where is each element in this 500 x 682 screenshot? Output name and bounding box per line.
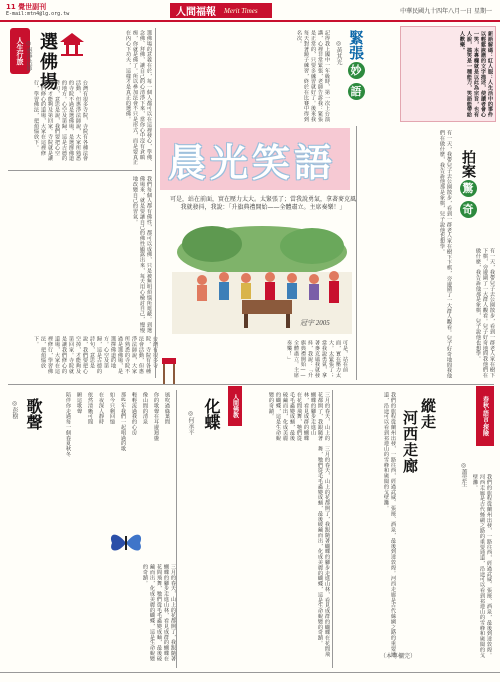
song-verse: 在夜深人靜時 [98,392,104,425]
song-verse: 風吹過綠葉間 [164,392,170,425]
section-label: 11 覺世副刊 [6,3,47,11]
column-rule [155,28,156,378]
walk-body-a: 我們的旅程從蘭州出發，一路往西，經過武威、張掖、酒泉，最後到達敦煌。河西走廊是古代絲綢之路的重要通道，沿途可以看到祁連山的雪峰和廣闊的戈壁灘。 [383,392,396,657]
song-verse: 如今只剩回憶 [109,392,115,425]
left-article-tag: 人生行旅 [10,28,30,74]
left-article-title: 選佛場 [37,32,58,92]
new-words-box [400,26,496,122]
song-verse: 願這歌聲 [76,392,82,414]
left-article-body-c: 院，寺院有各種法會活動，但惠淨法師說，大家所熟悉的寺院不過是選佛場，是選擇佛道的地方。心空及第歸，這是古德的詩句，意思是說，我們要把心空掉，才能夠及第回家。寺院就是讓我們修心的道場，大家在這裡修行，學習佛法，把煩惱放下。 [33,336,151,374]
butterfly-icon [108,530,144,556]
case-circle-2: 奇 [460,201,477,218]
song-verse: 依然清晰可聞 [87,392,93,425]
story-circle-2: 語 [348,83,365,100]
left-article-body-a: 選佛場的意義在於，每一個人都可以在這裡發心，學佛、念佛、拜佛，讓自己的心清淨下來，當你心中沒有貪瞋痴，你就是佛了。所以參加法會不只是形式，而是要真正在內心下功夫，這樣才是真正的選佛。 [125,30,152,165]
left-article-author: ◎惠淨法師 [25,40,32,71]
song-verse: 陪伴你走過每一個春夏秋冬 [65,392,71,457]
song-title: 歌聲 [24,398,43,430]
new-words-body: 新語解碼：紅人服：人生活中的事件以輕鬆詼諧的文字描述，使讀者會心一笑，本專欄就是以此為宗旨，也有人說，搞笑是一種能力，笑語能帶給人歡樂。 [459,31,493,118]
case-title [458,150,478,220]
newspaper-logo [170,3,272,18]
story-circle-1: 妙 [348,62,365,79]
section-divider [8,384,494,385]
song-verses [50,392,170,522]
butterfly-body: 三月的春天，山上的花都開了，我跟隨著蝴蝶的腳步走進山林，看見成群的蝴蝶在花間飛舞，牠們從毛毛蟲變成蛹，最後破繭而出，化成美麗的蝴蝶，這是生命蛻變的奇蹟。 [317,446,330,657]
walk-tag: 春秋‧語言‧探險 [476,386,494,446]
butterfly-tag: 人間佛教 [228,386,242,426]
case-circle-1: 驚 [460,180,477,197]
issue-date: 中華民國九十四年八月一日 星期一 [400,8,492,15]
story-author: ◎黃其光 [335,40,342,65]
masthead [0,0,500,22]
butterfly-title: 化蝶 [202,398,221,430]
song-verse: 你的歌聲在耳邊迴盪 [153,392,159,441]
case-body: 有一天，我帶兒子去公園散步，看到一群老人家在樹下下棋，旁邊圍了一大群人觀看。兒子好奇地問我他們在做什麼，我告訴他那是象棋，兒子說他也想學。 [439,130,452,379]
walk-footer-tag: （本專欄完） [380,653,417,660]
banner-body: 可是，站在前面，實在壓力太大。太緊張了；當我說勇氣，拿著麥克風我就發抖，我說：「升旗典禮開始——全體肅立。主席奏樂！」 [286,340,348,380]
stool-icon [160,356,178,386]
logo-english: Merit Times [224,6,258,15]
column-rule [176,390,177,668]
song-prose: 三月的春天，山上的花都開了，我跟隨著蝴蝶的腳步走進山林，看見成群的蝴蝶在花間飛舞，牠們從毛毛蟲變成蛹，最後破繭而出，化成美麗的蝴蝶，這是生命蛻變的奇蹟。 [142,564,176,662]
banner-intro: 可是，站在前面，實在壓力太大。太緊張了；當我說勇氣，拿著麥克風我就發抖，我說：「升旗典禮開始——全體肅立。主席奏樂！」 [169,196,356,211]
song-verse: 像山間的清泉 [142,392,148,425]
divider [8,170,152,171]
story-body: 記得我上國中一年級時，第一次上台演講，心裡非常緊張，老師告訴我：緊張是正常的，只要多練習就好了。後來我每天對著鏡子練習，終於在比賽中得到名次。 [296,30,330,122]
story-title [346,30,367,102]
logo-text: 人間福報 [176,7,216,18]
column-rule [356,126,357,380]
case-body-cont: 有一天，我帶兒子去公園散步，看到一群老人家在樹下下棋，旁邊圍了一大群人觀看。兒子好奇地問我他們在做什麼，我告訴他那是象棋，兒子說他也想學。 [475,248,495,378]
email-link[interactable]: E-mail:mtn4@lg.org.tw [6,11,70,17]
case-title-text: 拍案 [460,150,476,178]
left-article-intro: 台灣有很多寺院，寺院有各種法會活動，但惠淨法師說，大家所熟悉的寺院不過是選佛場，是選擇佛道的地方。心空及第歸，這是古德的詩句，意思是說，我們要把心空掉，才能夠及第回家。寺院就是讓我們修心的道場，大家在這裡修行，學習佛法，把煩惱放下。 [33,80,88,161]
song-verse: 那些年我們一起唱過的歌 [120,392,126,452]
illustration-signature: 冠宇 2005 [300,319,330,327]
walk-author: ◎蕭雲生 [460,462,467,487]
butterfly-intro: 三月的春天，山上的花都開了，我跟隨著蝴蝶的腳步走進山林，看見成群的蝴蝶在花間飛舞，牠們從毛毛蟲變成蛹，最後破繭而出，化成美麗的蝴蝶，這是生命蛻變的奇蹟。 [268,392,330,441]
song-verse: 輕輕流過我的心房 [131,392,137,436]
banner-title: 晨光笑語 [168,140,337,185]
temple-icon [58,30,86,58]
page-footer [0,672,500,682]
column-rule [332,390,333,668]
walk-title-1: 縱走 [419,398,437,430]
song-author: ◎彭樹 [11,400,18,419]
butterfly-author: ◎何承平 [187,410,194,435]
left-article-body-b: 我們每個人都有佛性，都可以成佛，只是被無明煩惱所遮蔽。到選佛場來，就是要讓自己的佛性顯露出來，每天用心檢討自己，慢慢地改變自己的習氣。 [132,176,152,333]
story-title-text: 緊張 [347,30,365,60]
walk-body-b: 我們的旅程從蘭州出發，一路往西，經過武威、張掖、酒泉，最後到達敦煌。河西走廊是古代絲綢之路的重要通道，沿途可以看到祁連山的雪峰和廣闊的戈壁灘。 [472,474,492,658]
walk-title-2: 河西走廊 [401,410,419,474]
